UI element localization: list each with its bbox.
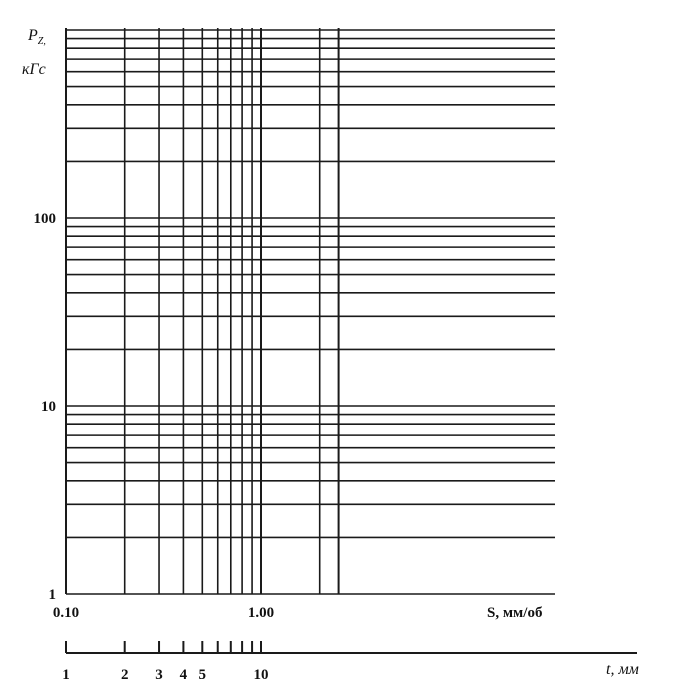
y-tick-label: 10	[41, 399, 56, 415]
depth-axis-tick-label: 5	[198, 667, 207, 683]
y-tick-label: 1	[48, 587, 56, 603]
x-axis-title: S, мм/об	[487, 605, 543, 621]
depth-axis-title: t, мм	[606, 661, 639, 678]
depth-axis-tick-label: 3	[155, 667, 163, 683]
x-tick-label: 0.10	[52, 605, 80, 621]
y-axis-unit: кГс	[22, 61, 46, 78]
y-tick-label: 100	[33, 211, 56, 227]
x-tick-label: 1.00	[247, 605, 275, 621]
depth-axis-tick-label: 2	[120, 667, 129, 683]
depth-axis-tick-label: 10	[253, 667, 269, 683]
depth-axis-tick-label: 1	[62, 667, 70, 683]
y-axis-title: $P_{Z,}$	[28, 27, 46, 47]
depth-axis-tick-label: 4	[179, 667, 188, 683]
